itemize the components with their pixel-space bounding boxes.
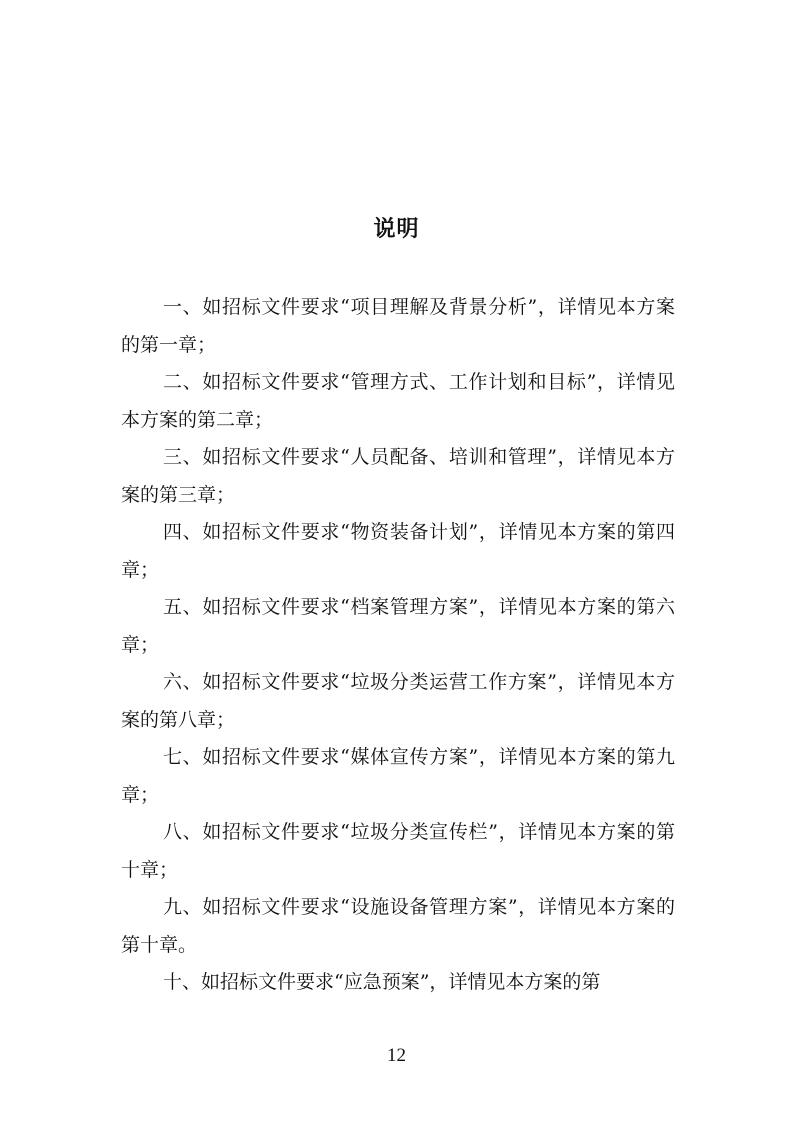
page-number: 12	[387, 1045, 406, 1066]
paragraph-8: 八、如招标文件要求“垃圾分类宣传栏”，详情见本方案的第十章；	[121, 821, 675, 881]
paragraph-5: 五、如招标文件要求“档案管理方案”，详情见本方案的第六章；	[121, 596, 675, 656]
paragraph-9: 九、如招标文件要求“设施设备管理方案”，详情见本方案的第十章。	[121, 896, 675, 956]
page-title: 说明	[373, 216, 420, 242]
paragraph-4: 四、如招标文件要求“物资装备计划”，详情见本方案的第四章；	[121, 521, 675, 581]
paragraph-7: 七、如招标文件要求“媒体宣传方案”，详情见本方案的第九章；	[121, 746, 675, 806]
paragraph-1: 一、如招标文件要求“项目理解及背景分析”，详情见本方案的第一章；	[121, 296, 675, 356]
paragraph-10: 十、如招标文件要求“应急预案”，详情见本方案的第	[163, 971, 601, 993]
paragraph-6: 六、如招标文件要求“垃圾分类运营工作方案”，详情见本方案的第八章；	[121, 671, 675, 731]
paragraph-3: 三、如招标文件要求“人员配备、培训和管理”，详情见本方案的第三章；	[121, 446, 675, 506]
document-body	[121, 289, 675, 1002]
paragraph-2: 二、如招标文件要求“管理方式、工作计划和目标”，详情见本方案的第二章；	[121, 371, 675, 431]
